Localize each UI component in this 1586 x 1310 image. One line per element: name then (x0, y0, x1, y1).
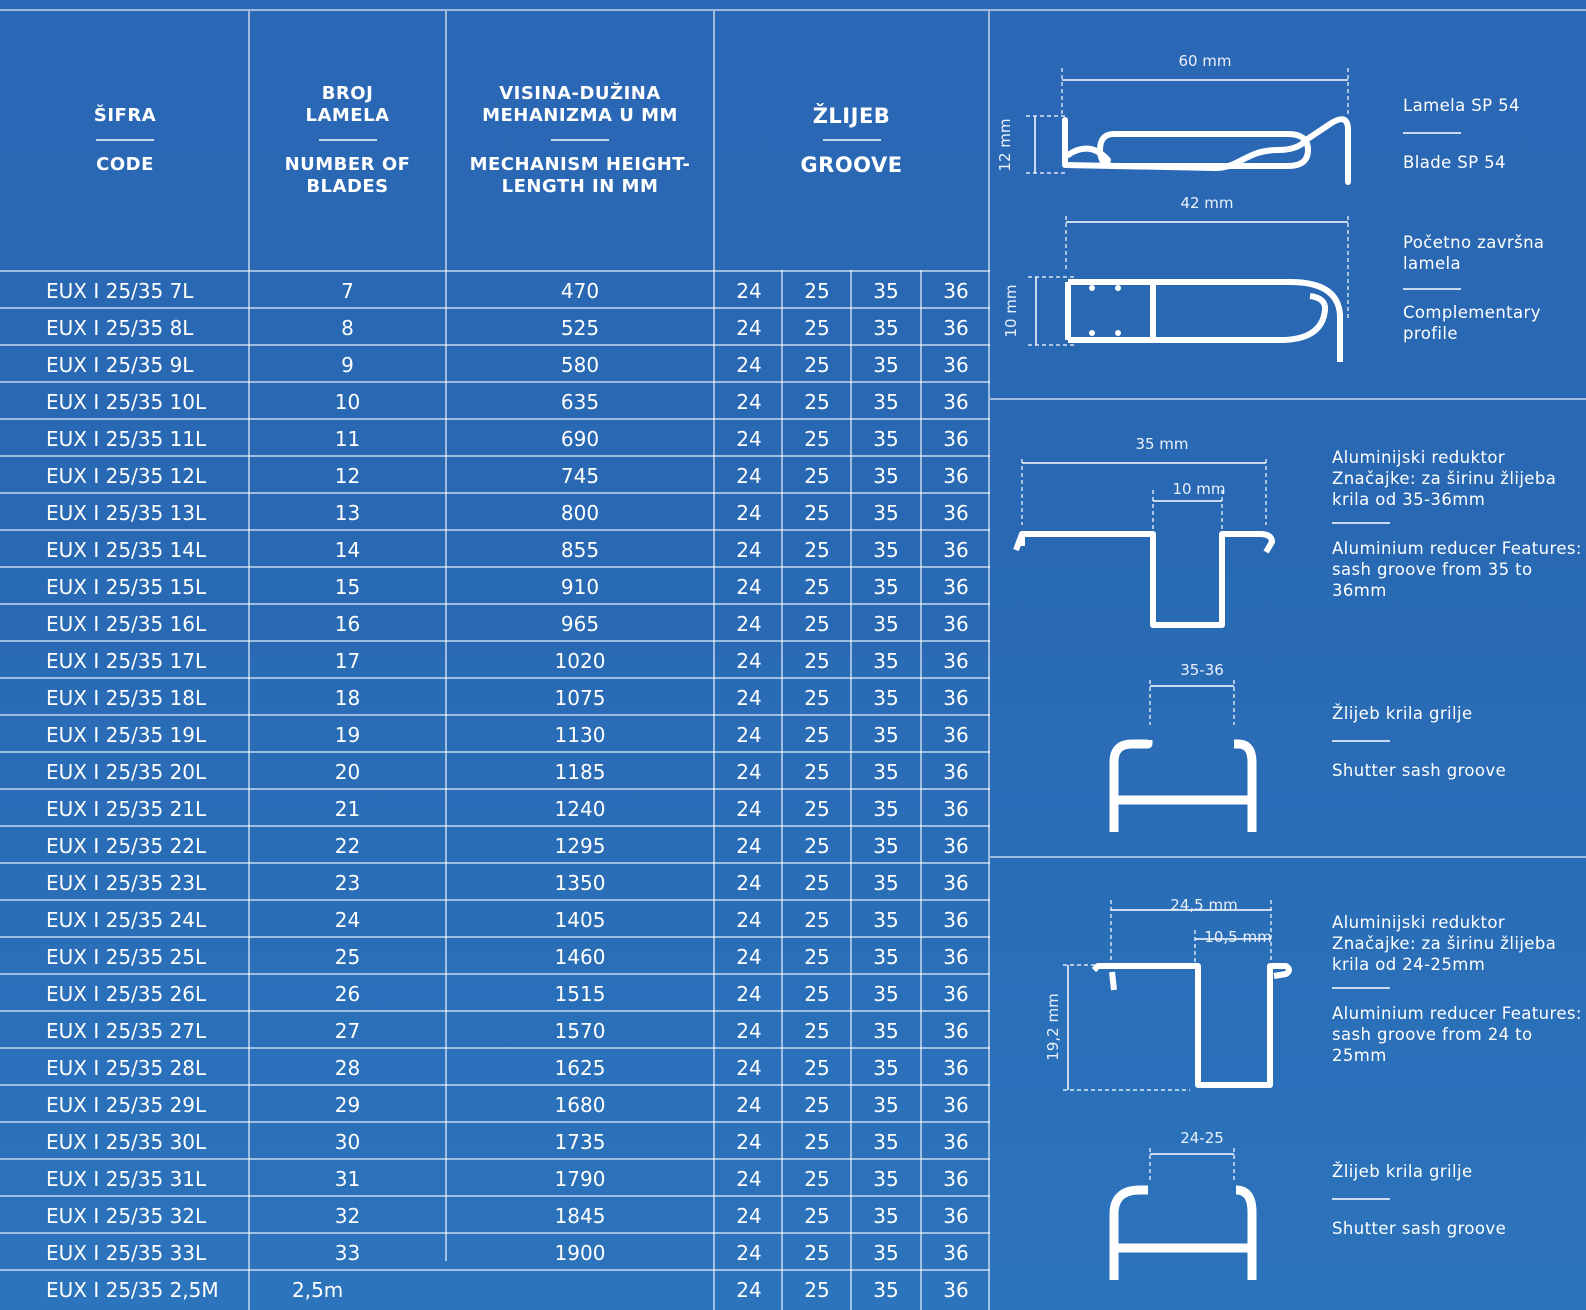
dim-reducer35-inner: 10 mm (1172, 480, 1226, 498)
table-row (0, 420, 990, 457)
cell-height (447, 1271, 713, 1308)
cell-code: EUX I 25/35 18L (46, 686, 207, 710)
groove35-label-en: Shutter sash groove (1332, 761, 1507, 780)
groove35-label-hr: Žlijeb krila grilje (1332, 704, 1473, 723)
cell-groove: 25 (804, 1167, 830, 1191)
cell-height: 580 (560, 353, 600, 377)
cell-groove: 36 (943, 390, 969, 414)
cell-groove: 25 (804, 1093, 830, 1117)
table-row (0, 1086, 990, 1123)
cell-groove: 24 (736, 279, 762, 303)
blade-label-en: Blade SP 54 (1403, 153, 1506, 172)
cell-blades: 32 (334, 1204, 361, 1228)
header-groove-en: GROOVE (800, 153, 903, 177)
cell-code: EUX I 25/35 2,5M (46, 1278, 219, 1302)
cell-groove: 25 (804, 538, 830, 562)
table-row (0, 642, 990, 679)
cell-code: EUX I 25/35 28L (46, 1056, 207, 1080)
cell-groove: 35 (873, 649, 899, 673)
cell-height: 1515 (554, 982, 606, 1006)
cell-code: EUX I 25/35 16L (46, 612, 207, 636)
header-blades-en: NUMBER OF BLADES (284, 154, 411, 197)
cell-height: 1460 (554, 945, 606, 969)
header-blades (250, 11, 445, 270)
cell-height: 1350 (554, 871, 606, 895)
reducer35-label (1332, 447, 1582, 601)
cell-groove: 35 (873, 1204, 899, 1228)
reducer24-label-hr: Aluminijski reduktor Značajke: za širinu žlijeba krila od 24-25mm (1332, 913, 1557, 974)
cell-code: EUX I 25/35 21L (46, 797, 207, 821)
dim-reducer35-outer: 35 mm (1135, 435, 1189, 453)
table-row (0, 716, 990, 753)
cell-blades: 18 (334, 686, 361, 710)
cell-blades: 12 (334, 464, 361, 488)
cell-height: 800 (560, 501, 600, 525)
cell-groove: 25 (804, 1241, 830, 1265)
complementary-label-hr: Početno završna lamela (1403, 233, 1545, 273)
cell-groove: 25 (804, 723, 830, 747)
cell-groove: 25 (804, 464, 830, 488)
cell-groove: 36 (943, 538, 969, 562)
cell-groove: 24 (736, 1167, 762, 1191)
table-row (0, 753, 990, 790)
cell-groove: 35 (873, 834, 899, 858)
cell-groove: 25 (804, 945, 830, 969)
table-row (0, 938, 990, 975)
header-divider (319, 139, 377, 141)
cell-groove: 24 (736, 1241, 762, 1265)
groove-24-shape (1114, 1190, 1252, 1280)
cell-blades: 22 (334, 834, 361, 858)
dim-blade-height: 12 mm (996, 118, 1014, 172)
cell-groove: 25 (804, 834, 830, 858)
cell-blades: 25 (334, 945, 361, 969)
header-divider (96, 139, 154, 141)
cell-groove: 36 (943, 1204, 969, 1228)
table-row (0, 568, 990, 605)
label-divider (1332, 987, 1390, 989)
table-row (0, 1123, 990, 1160)
header-divider (823, 139, 881, 141)
cell-groove: 24 (736, 316, 762, 340)
cell-blades: 7 (341, 279, 354, 303)
table-row (0, 605, 990, 642)
cell-groove: 25 (804, 908, 830, 932)
cell-code: EUX I 25/35 14L (46, 538, 207, 562)
cell-groove: 24 (736, 538, 762, 562)
table-row (0, 494, 990, 531)
cell-blades: 16 (334, 612, 361, 636)
cell-groove: 35 (873, 1093, 899, 1117)
cell-height: 1900 (554, 1241, 606, 1265)
cell-groove: 36 (943, 1056, 969, 1080)
cell-groove: 35 (873, 1056, 899, 1080)
cell-code: EUX I 25/35 26L (46, 982, 207, 1006)
cell-groove: 35 (873, 982, 899, 1006)
dimension-arrows (1022, 80, 1348, 1154)
cell-blades: 33 (334, 1241, 361, 1265)
cell-groove: 24 (736, 390, 762, 414)
cell-height: 1130 (554, 723, 606, 747)
blade-profile-shape (1065, 119, 1348, 182)
cell-height: 690 (560, 427, 600, 451)
cell-groove: 24 (736, 797, 762, 821)
table-row (0, 346, 990, 383)
groove24-label-en: Shutter sash groove (1332, 1219, 1507, 1238)
cell-height: 745 (560, 464, 600, 488)
table-row (0, 790, 990, 827)
cell-groove: 35 (873, 797, 899, 821)
cell-groove: 24 (736, 612, 762, 636)
table-row (0, 975, 990, 1012)
cell-blades: 15 (334, 575, 361, 599)
label-divider (1403, 132, 1461, 134)
cell-groove: 36 (943, 427, 969, 451)
cell-groove: 25 (804, 279, 830, 303)
table-row (0, 679, 990, 716)
header-code-hr: ŠIFRA (93, 105, 157, 126)
reducer-24-shape (1094, 966, 1289, 1085)
cell-groove: 25 (804, 612, 830, 636)
cell-groove: 35 (873, 353, 899, 377)
cell-height: 1405 (554, 908, 606, 932)
cell-code: EUX I 25/35 30L (46, 1130, 207, 1154)
table-row (0, 827, 990, 864)
cell-groove: 24 (736, 1278, 762, 1302)
cell-groove: 24 (736, 1204, 762, 1228)
cell-blades: 17 (334, 649, 361, 673)
cell-groove: 36 (943, 871, 969, 895)
cell-groove: 24 (736, 871, 762, 895)
cell-groove: 24 (736, 649, 762, 673)
cell-code: EUX I 25/35 23L (46, 871, 207, 895)
cell-groove: 25 (804, 760, 830, 784)
cell-groove: 35 (873, 723, 899, 747)
cell-code: EUX I 25/35 12L (46, 464, 207, 488)
dim-complementary-width: 42 mm (1180, 194, 1234, 212)
dim-reducer24-inner: 10,5 mm (1204, 928, 1272, 946)
table-row (0, 1271, 990, 1308)
cell-blades: 30 (334, 1130, 361, 1154)
cell-groove: 36 (943, 316, 969, 340)
cell-groove: 24 (736, 1019, 762, 1043)
cell-groove: 25 (804, 501, 830, 525)
cell-height: 1845 (554, 1204, 606, 1228)
cell-groove: 24 (736, 686, 762, 710)
cell-groove: 36 (943, 464, 969, 488)
cell-groove: 24 (736, 834, 762, 858)
cell-groove: 35 (873, 316, 899, 340)
cell-code: EUX I 25/35 24L (46, 908, 207, 932)
table-row (0, 1160, 990, 1197)
cell-blades: 24 (334, 908, 361, 932)
cell-groove: 36 (943, 353, 969, 377)
cell-groove: 36 (943, 612, 969, 636)
cell-code: EUX I 25/35 9L (46, 353, 194, 377)
cell-code: EUX I 25/35 22L (46, 834, 207, 858)
cell-groove: 36 (943, 797, 969, 821)
cell-groove: 25 (804, 575, 830, 599)
table-row (0, 1197, 990, 1234)
table-row (0, 531, 990, 568)
header-code-en: CODE (96, 154, 154, 175)
cell-blades: 27 (334, 1019, 361, 1043)
cell-groove: 25 (804, 1130, 830, 1154)
reducer24-label-en: Aluminium reducer Features: sash groove from 24 to 25mm (1332, 1004, 1582, 1065)
cell-code: EUX I 25/35 19L (46, 723, 207, 747)
cell-blades: 14 (334, 538, 361, 562)
cell-groove: 25 (804, 316, 830, 340)
cell-groove: 35 (873, 871, 899, 895)
cell-groove: 25 (804, 1278, 830, 1302)
dim-blade-width: 60 mm (1178, 52, 1232, 70)
header-groove-hr: ŽLIJEB (812, 104, 891, 128)
cell-blades: 23 (334, 871, 361, 895)
cell-groove: 35 (873, 279, 899, 303)
table-row (0, 1012, 990, 1049)
table-row (0, 383, 990, 420)
cell-height: 1680 (554, 1093, 606, 1117)
header-groove (715, 11, 988, 270)
cell-groove: 35 (873, 501, 899, 525)
label-divider (1332, 1198, 1390, 1200)
cell-groove: 24 (736, 723, 762, 747)
dim-groove24: 24-25 (1180, 1129, 1224, 1147)
cell-code: EUX I 25/35 25L (46, 945, 207, 969)
cell-blades: 31 (334, 1167, 361, 1191)
cell-groove: 36 (943, 1167, 969, 1191)
cell-groove: 36 (943, 686, 969, 710)
cell-groove: 25 (804, 427, 830, 451)
cell-groove: 24 (736, 1056, 762, 1080)
cell-groove: 36 (943, 279, 969, 303)
cell-groove: 25 (804, 649, 830, 673)
header-height-hr: VISINA-DUŽINA MEHANIZMA U MM (482, 83, 678, 126)
dim-reducer24-outer: 24,5 mm (1170, 896, 1238, 914)
cell-height: 910 (560, 575, 600, 599)
cell-groove: 35 (873, 1130, 899, 1154)
label-divider (1403, 288, 1461, 290)
reducer35-label-en: Aluminium reducer Features: sash groove from 35 to 36mm (1332, 539, 1582, 600)
cell-groove: 24 (736, 982, 762, 1006)
groove-35-shape (1114, 740, 1252, 832)
header-code (0, 11, 250, 270)
cell-groove: 36 (943, 760, 969, 784)
cell-code: EUX I 25/35 10L (46, 390, 207, 414)
cell-code: EUX I 25/35 11L (46, 427, 207, 451)
cell-code: EUX I 25/35 31L (46, 1167, 207, 1191)
cell-groove: 24 (736, 353, 762, 377)
cell-code: EUX I 25/35 33L (46, 1241, 207, 1265)
dim-groove35: 35-36 (1180, 661, 1224, 679)
cell-blades: 26 (334, 982, 361, 1006)
table-row (0, 1049, 990, 1086)
table-row (0, 1234, 990, 1271)
cell-code: EUX I 25/35 20L (46, 760, 207, 784)
cell-groove: 24 (736, 427, 762, 451)
cell-height: 1570 (554, 1019, 606, 1043)
cell-groove: 35 (873, 464, 899, 488)
header-height-en: MECHANISM HEIGHT-LENGTH IN MM (469, 154, 691, 197)
cell-blades: 21 (334, 797, 361, 821)
cell-groove: 25 (804, 797, 830, 821)
cell-groove: 36 (943, 1130, 969, 1154)
cell-height: 1735 (554, 1130, 606, 1154)
cell-code: EUX I 25/35 32L (46, 1204, 207, 1228)
cell-groove: 35 (873, 427, 899, 451)
cell-groove: 35 (873, 908, 899, 932)
complementary-label (1403, 232, 1578, 344)
cell-groove: 25 (804, 1204, 830, 1228)
cell-groove: 35 (873, 575, 899, 599)
cell-height: 635 (560, 390, 600, 414)
reducer24-label (1332, 912, 1582, 1066)
cell-groove: 24 (736, 575, 762, 599)
cell-groove: 35 (873, 1278, 899, 1302)
cell-groove: 36 (943, 908, 969, 932)
cell-groove: 24 (736, 760, 762, 784)
cell-blades: 19 (334, 723, 361, 747)
cell-height: 1075 (554, 686, 606, 710)
cell-blades: 8 (341, 316, 354, 340)
cell-groove: 36 (943, 649, 969, 673)
blade-label-hr: Lamela SP 54 (1403, 96, 1520, 115)
table-row (0, 457, 990, 494)
header-blades-hr: BROJ LAMELA (305, 83, 390, 126)
cell-blades: 9 (341, 353, 354, 377)
table-row (0, 309, 990, 346)
cell-groove: 36 (943, 1278, 969, 1302)
cell-groove: 24 (736, 1093, 762, 1117)
cell-groove: 36 (943, 945, 969, 969)
cell-height: 855 (560, 538, 600, 562)
cell-code: EUX I 25/35 7L (46, 279, 194, 303)
cell-groove: 36 (943, 982, 969, 1006)
cell-height: 1625 (554, 1056, 606, 1080)
blade-label (1403, 95, 1578, 173)
cell-groove: 36 (943, 1241, 969, 1265)
cell-groove: 36 (943, 1019, 969, 1043)
dim-complementary-height: 10 mm (1002, 284, 1020, 338)
cell-blades: 10 (334, 390, 361, 414)
cell-groove: 24 (736, 908, 762, 932)
dim-reducer24-height: 19,2 mm (1044, 993, 1062, 1061)
cell-groove: 36 (943, 501, 969, 525)
cell-groove: 35 (873, 945, 899, 969)
cell-height: 1790 (554, 1167, 606, 1191)
cell-code: EUX I 25/35 29L (46, 1093, 207, 1117)
cell-groove: 36 (943, 1093, 969, 1117)
cell-groove: 25 (804, 353, 830, 377)
cell-groove: 24 (736, 464, 762, 488)
header-divider (551, 139, 609, 141)
cell-height: 1240 (554, 797, 606, 821)
cell-groove: 25 (804, 390, 830, 414)
cell-groove: 35 (873, 1241, 899, 1265)
complementary-profile-shape (1068, 282, 1340, 362)
groove35-label (1332, 703, 1582, 781)
cell-groove: 36 (943, 834, 969, 858)
cell-groove: 35 (873, 612, 899, 636)
cell-groove: 35 (873, 1167, 899, 1191)
cell-groove: 24 (736, 945, 762, 969)
cell-groove: 25 (804, 1056, 830, 1080)
cell-code: EUX I 25/35 15L (46, 575, 207, 599)
cell-groove: 35 (873, 390, 899, 414)
cell-height: 470 (560, 279, 600, 303)
groove24-label (1332, 1161, 1582, 1239)
cell-height: 965 (560, 612, 600, 636)
cell-groove: 35 (873, 760, 899, 784)
cell-code: EUX I 25/35 27L (46, 1019, 207, 1043)
label-divider (1332, 740, 1390, 742)
cell-height: 1295 (554, 834, 606, 858)
cell-height: 525 (560, 316, 600, 340)
reducer35-label-hr: Aluminijski reduktor Značajke: za širinu žlijeba krila od 35-36mm (1332, 448, 1557, 509)
cell-groove: 25 (804, 982, 830, 1006)
cell-groove: 35 (873, 538, 899, 562)
cell-groove: 35 (873, 686, 899, 710)
cell-groove: 25 (804, 871, 830, 895)
cell-groove: 36 (943, 575, 969, 599)
mechanism-table (0, 11, 990, 1310)
cell-blades: 20 (334, 760, 361, 784)
reducer-35-shape (1016, 534, 1272, 625)
cell-code: EUX I 25/35 17L (46, 649, 207, 673)
label-divider (1332, 522, 1390, 524)
cell-groove: 24 (736, 1130, 762, 1154)
table-row (0, 901, 990, 938)
profile-drawings (990, 0, 1586, 1310)
cell-blades: 13 (334, 501, 361, 525)
cell-groove: 35 (873, 1019, 899, 1043)
cell-height: 1185 (554, 760, 606, 784)
cell-blades: 29 (334, 1093, 361, 1117)
cell-blades: 11 (334, 427, 361, 451)
cell-blades: 28 (334, 1056, 361, 1080)
cell-groove: 36 (943, 723, 969, 747)
cell-code: EUX I 25/35 13L (46, 501, 207, 525)
cell-groove: 25 (804, 686, 830, 710)
cell-groove: 24 (736, 501, 762, 525)
cell-code: EUX I 25/35 8L (46, 316, 194, 340)
cell-groove: 25 (804, 1019, 830, 1043)
table-row (0, 272, 990, 309)
groove24-label-hr: Žlijeb krila grilje (1332, 1162, 1473, 1181)
header-height (447, 11, 713, 270)
cell-blades: 2,5m (292, 1278, 344, 1302)
table-row (0, 864, 990, 901)
complementary-label-en: Complementary profile (1403, 303, 1541, 343)
cell-height: 1020 (554, 649, 606, 673)
